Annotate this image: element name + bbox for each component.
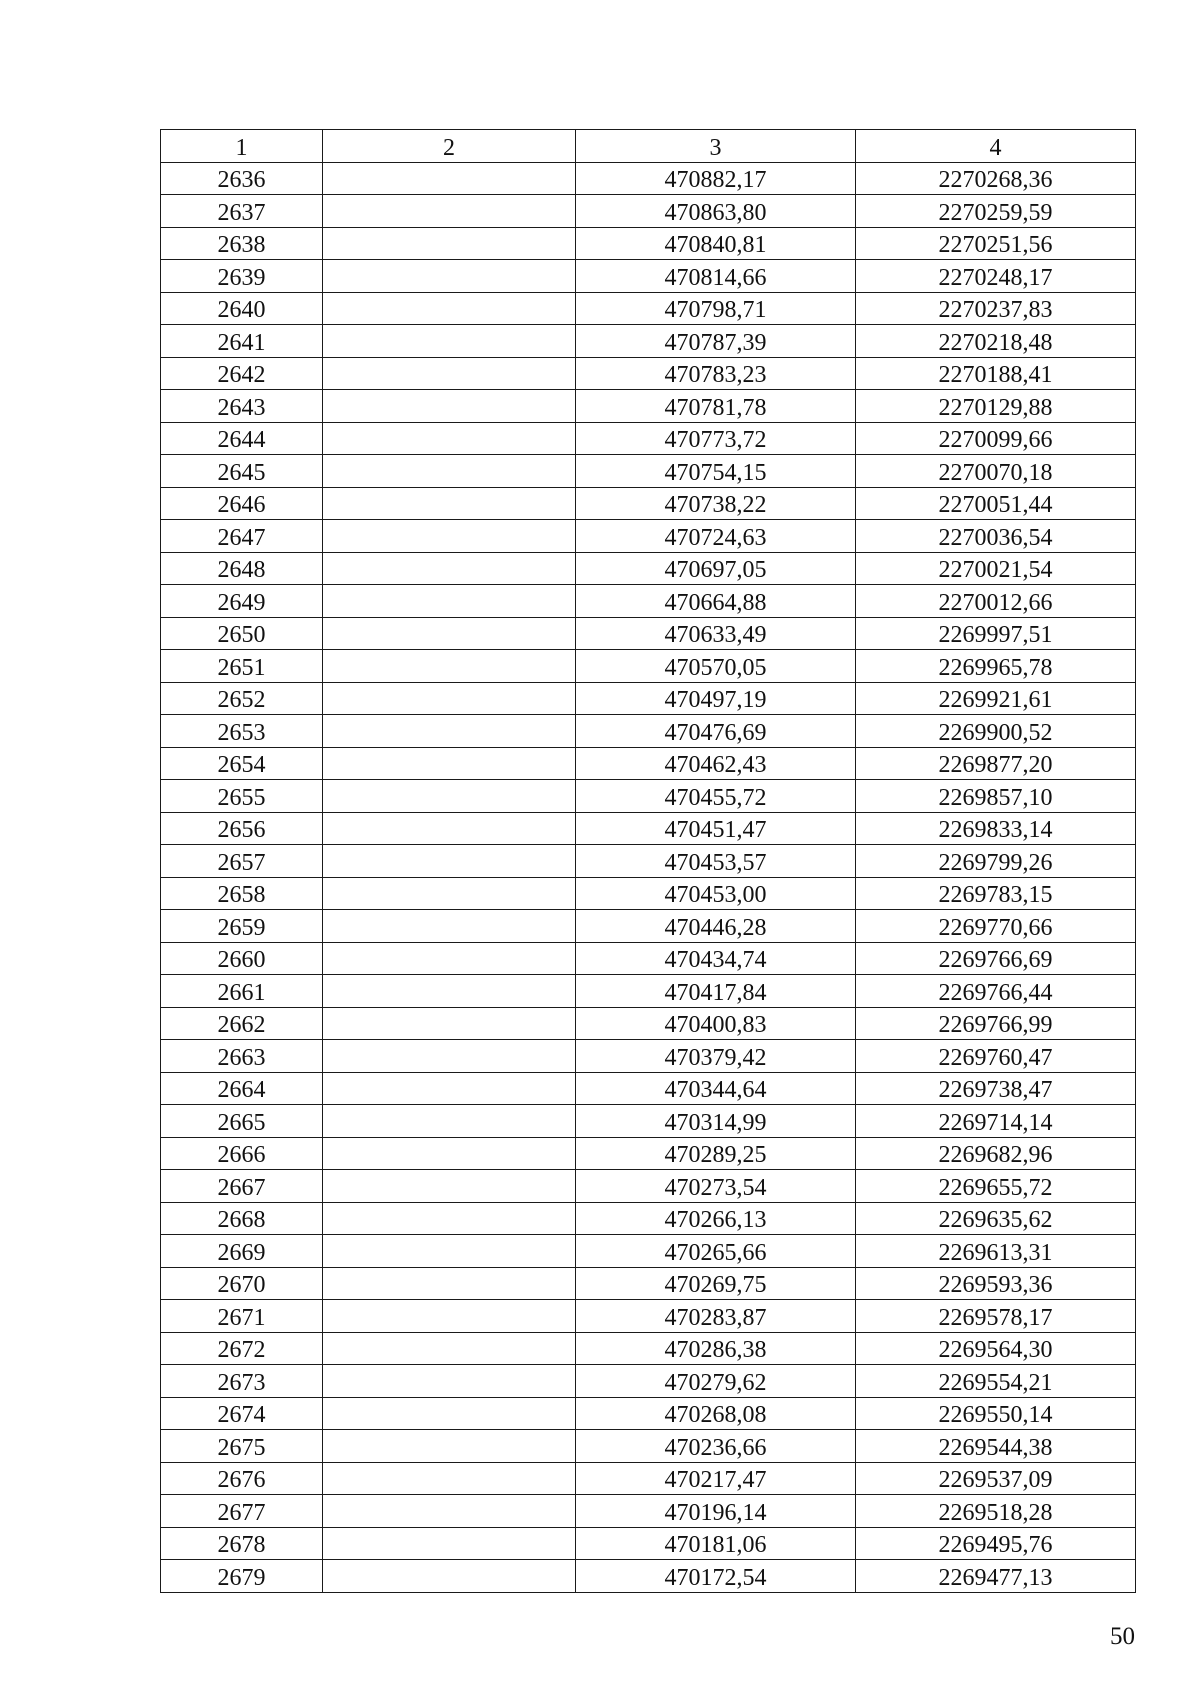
x-coordinate-cell: 470217,47 [576, 1462, 856, 1495]
table-row [161, 552, 1136, 585]
y-coordinate-cell: 2270099,66 [856, 422, 1136, 455]
x-coordinate-cell: 470754,15 [576, 455, 856, 488]
x-coordinate-cell: 470787,39 [576, 325, 856, 358]
description-cell [323, 1397, 576, 1430]
table-row [161, 1300, 1136, 1333]
table-row [161, 1495, 1136, 1528]
y-coordinate-cell: 2269738,47 [856, 1072, 1136, 1105]
description-cell [323, 845, 576, 878]
point-number-cell: 2644 [161, 422, 323, 455]
description-cell [323, 1105, 576, 1138]
x-coordinate-cell: 470633,49 [576, 617, 856, 650]
x-coordinate-cell: 470773,72 [576, 422, 856, 455]
y-coordinate-cell: 2269655,72 [856, 1170, 1136, 1203]
table-row [161, 357, 1136, 390]
table-row [161, 195, 1136, 228]
table-row [161, 325, 1136, 358]
point-number-cell: 2661 [161, 975, 323, 1008]
y-coordinate-cell: 2270248,17 [856, 260, 1136, 293]
x-coordinate-cell: 470434,74 [576, 942, 856, 975]
y-coordinate-cell: 2269564,30 [856, 1332, 1136, 1365]
description-cell [323, 260, 576, 293]
description-cell [323, 325, 576, 358]
point-number-cell: 2675 [161, 1430, 323, 1463]
table-row [161, 162, 1136, 195]
description-cell [323, 1332, 576, 1365]
x-coordinate-cell: 470840,81 [576, 227, 856, 260]
table-row [161, 1137, 1136, 1170]
description-cell [323, 292, 576, 325]
point-number-cell: 2654 [161, 747, 323, 780]
point-number-cell: 2674 [161, 1397, 323, 1430]
table-row [161, 1430, 1136, 1463]
x-coordinate-cell: 470286,38 [576, 1332, 856, 1365]
point-number-cell: 2667 [161, 1170, 323, 1203]
point-number-cell: 2651 [161, 650, 323, 683]
page-number: 50 [1110, 1623, 1135, 1650]
y-coordinate-cell: 2270036,54 [856, 520, 1136, 553]
description-cell [323, 1202, 576, 1235]
y-coordinate-cell: 2269682,96 [856, 1137, 1136, 1170]
y-coordinate-cell: 2269900,52 [856, 715, 1136, 748]
description-cell [323, 1560, 576, 1593]
x-coordinate-cell: 470268,08 [576, 1397, 856, 1430]
point-number-cell: 2679 [161, 1560, 323, 1593]
table-row [161, 455, 1136, 488]
point-number-cell: 2666 [161, 1137, 323, 1170]
y-coordinate-cell: 2269783,15 [856, 877, 1136, 910]
table-row [161, 227, 1136, 260]
x-coordinate-cell: 470783,23 [576, 357, 856, 390]
table-row [161, 1040, 1136, 1073]
table-row [161, 1072, 1136, 1105]
description-cell [323, 195, 576, 228]
table-row [161, 390, 1136, 423]
point-number-cell: 2670 [161, 1267, 323, 1300]
y-coordinate-cell: 2270070,18 [856, 455, 1136, 488]
x-coordinate-cell: 470814,66 [576, 260, 856, 293]
table-row [161, 1202, 1136, 1235]
description-cell [323, 715, 576, 748]
point-number-cell: 2673 [161, 1365, 323, 1398]
x-coordinate-cell: 470236,66 [576, 1430, 856, 1463]
y-coordinate-cell: 2269635,62 [856, 1202, 1136, 1235]
x-coordinate-cell: 470269,75 [576, 1267, 856, 1300]
point-number-cell: 2664 [161, 1072, 323, 1105]
description-cell [323, 650, 576, 683]
description-cell [323, 1430, 576, 1463]
y-coordinate-cell: 2269833,14 [856, 812, 1136, 845]
table-row [161, 1105, 1136, 1138]
x-coordinate-cell: 470697,05 [576, 552, 856, 585]
x-coordinate-cell: 470781,78 [576, 390, 856, 423]
x-coordinate-cell: 470863,80 [576, 195, 856, 228]
description-cell [323, 422, 576, 455]
description-cell [323, 1495, 576, 1528]
description-cell [323, 877, 576, 910]
point-number-cell: 2641 [161, 325, 323, 358]
point-number-cell: 2646 [161, 487, 323, 520]
table-row [161, 942, 1136, 975]
x-coordinate-cell: 470451,47 [576, 812, 856, 845]
x-coordinate-cell: 470344,64 [576, 1072, 856, 1105]
x-coordinate-cell: 470497,19 [576, 682, 856, 715]
table-row [161, 487, 1136, 520]
y-coordinate-cell: 2269799,26 [856, 845, 1136, 878]
point-number-cell: 2676 [161, 1462, 323, 1495]
y-coordinate-cell: 2269544,38 [856, 1430, 1136, 1463]
point-number-cell: 2665 [161, 1105, 323, 1138]
point-number-cell: 2652 [161, 682, 323, 715]
y-coordinate-cell: 2269965,78 [856, 650, 1136, 683]
description-cell [323, 520, 576, 553]
point-number-cell: 2637 [161, 195, 323, 228]
table-row [161, 585, 1136, 618]
x-coordinate-cell: 470664,88 [576, 585, 856, 618]
y-coordinate-cell: 2270268,36 [856, 162, 1136, 195]
x-coordinate-cell: 470738,22 [576, 487, 856, 520]
point-number-cell: 2653 [161, 715, 323, 748]
x-coordinate-cell: 470882,17 [576, 162, 856, 195]
column-header: 1 [161, 130, 323, 163]
y-coordinate-cell: 2269766,69 [856, 942, 1136, 975]
table-row [161, 260, 1136, 293]
y-coordinate-cell: 2269714,14 [856, 1105, 1136, 1138]
point-number-cell: 2642 [161, 357, 323, 390]
description-cell [323, 1137, 576, 1170]
description-cell [323, 975, 576, 1008]
x-coordinate-cell: 470279,62 [576, 1365, 856, 1398]
table-row [161, 715, 1136, 748]
description-cell [323, 390, 576, 423]
point-number-cell: 2650 [161, 617, 323, 650]
x-coordinate-cell: 470273,54 [576, 1170, 856, 1203]
table-row [161, 845, 1136, 878]
description-cell [323, 585, 576, 618]
description-cell [323, 780, 576, 813]
x-coordinate-cell: 470453,57 [576, 845, 856, 878]
x-coordinate-cell: 470196,14 [576, 1495, 856, 1528]
y-coordinate-cell: 2269613,31 [856, 1235, 1136, 1268]
x-coordinate-cell: 470724,63 [576, 520, 856, 553]
table-row [161, 877, 1136, 910]
point-number-cell: 2659 [161, 910, 323, 943]
table-row [161, 910, 1136, 943]
description-cell [323, 1072, 576, 1105]
y-coordinate-cell: 2270251,56 [856, 227, 1136, 260]
point-number-cell: 2671 [161, 1300, 323, 1333]
y-coordinate-cell: 2269760,47 [856, 1040, 1136, 1073]
table-row [161, 1170, 1136, 1203]
description-cell [323, 1462, 576, 1495]
y-coordinate-cell: 2269477,13 [856, 1560, 1136, 1593]
point-number-cell: 2638 [161, 227, 323, 260]
column-header: 3 [576, 130, 856, 163]
description-cell [323, 812, 576, 845]
point-number-cell: 2648 [161, 552, 323, 585]
table-row [161, 1462, 1136, 1495]
table-row [161, 1527, 1136, 1560]
table-body [161, 162, 1136, 1592]
y-coordinate-cell: 2269766,99 [856, 1007, 1136, 1040]
point-number-cell: 2657 [161, 845, 323, 878]
table-row [161, 1560, 1136, 1593]
point-number-cell: 2658 [161, 877, 323, 910]
y-coordinate-cell: 2270188,41 [856, 357, 1136, 390]
table-row [161, 780, 1136, 813]
table-row [161, 1332, 1136, 1365]
point-number-cell: 2643 [161, 390, 323, 423]
y-coordinate-cell: 2270259,59 [856, 195, 1136, 228]
point-number-cell: 2639 [161, 260, 323, 293]
y-coordinate-cell: 2269554,21 [856, 1365, 1136, 1398]
point-number-cell: 2668 [161, 1202, 323, 1235]
y-coordinate-cell: 2270218,48 [856, 325, 1136, 358]
description-cell [323, 487, 576, 520]
table-row [161, 520, 1136, 553]
table-row [161, 650, 1136, 683]
point-number-cell: 2677 [161, 1495, 323, 1528]
y-coordinate-cell: 2269593,36 [856, 1267, 1136, 1300]
table-row [161, 1397, 1136, 1430]
point-number-cell: 2636 [161, 162, 323, 195]
coordinates-table [160, 129, 1136, 1593]
description-cell [323, 942, 576, 975]
table-row [161, 1267, 1136, 1300]
description-cell [323, 1365, 576, 1398]
description-cell [323, 1040, 576, 1073]
table-header-row [161, 130, 1136, 163]
table-row [161, 682, 1136, 715]
x-coordinate-cell: 470462,43 [576, 747, 856, 780]
table-row [161, 812, 1136, 845]
y-coordinate-cell: 2269537,09 [856, 1462, 1136, 1495]
point-number-cell: 2669 [161, 1235, 323, 1268]
point-number-cell: 2647 [161, 520, 323, 553]
y-coordinate-cell: 2269770,66 [856, 910, 1136, 943]
table-row [161, 1365, 1136, 1398]
y-coordinate-cell: 2270012,66 [856, 585, 1136, 618]
point-number-cell: 2660 [161, 942, 323, 975]
point-number-cell: 2662 [161, 1007, 323, 1040]
y-coordinate-cell: 2269997,51 [856, 617, 1136, 650]
x-coordinate-cell: 470283,87 [576, 1300, 856, 1333]
x-coordinate-cell: 470289,25 [576, 1137, 856, 1170]
table-row [161, 1235, 1136, 1268]
description-cell [323, 455, 576, 488]
column-header: 2 [323, 130, 576, 163]
y-coordinate-cell: 2269550,14 [856, 1397, 1136, 1430]
description-cell [323, 1007, 576, 1040]
y-coordinate-cell: 2269766,44 [856, 975, 1136, 1008]
point-number-cell: 2678 [161, 1527, 323, 1560]
description-cell [323, 357, 576, 390]
description-cell [323, 1300, 576, 1333]
column-header: 4 [856, 130, 1136, 163]
point-number-cell: 2655 [161, 780, 323, 813]
description-cell [323, 227, 576, 260]
y-coordinate-cell: 2270051,44 [856, 487, 1136, 520]
y-coordinate-cell: 2270129,88 [856, 390, 1136, 423]
point-number-cell: 2663 [161, 1040, 323, 1073]
x-coordinate-cell: 470455,72 [576, 780, 856, 813]
x-coordinate-cell: 470265,66 [576, 1235, 856, 1268]
y-coordinate-cell: 2270237,83 [856, 292, 1136, 325]
point-number-cell: 2656 [161, 812, 323, 845]
x-coordinate-cell: 470181,06 [576, 1527, 856, 1560]
description-cell [323, 162, 576, 195]
x-coordinate-cell: 470476,69 [576, 715, 856, 748]
x-coordinate-cell: 470172,54 [576, 1560, 856, 1593]
description-cell [323, 552, 576, 585]
x-coordinate-cell: 470314,99 [576, 1105, 856, 1138]
x-coordinate-cell: 470379,42 [576, 1040, 856, 1073]
description-cell [323, 682, 576, 715]
table-row [161, 747, 1136, 780]
y-coordinate-cell: 2269518,28 [856, 1495, 1136, 1528]
y-coordinate-cell: 2269857,10 [856, 780, 1136, 813]
description-cell [323, 617, 576, 650]
table-row [161, 292, 1136, 325]
y-coordinate-cell: 2270021,54 [856, 552, 1136, 585]
x-coordinate-cell: 470453,00 [576, 877, 856, 910]
x-coordinate-cell: 470798,71 [576, 292, 856, 325]
point-number-cell: 2645 [161, 455, 323, 488]
table-row [161, 975, 1136, 1008]
y-coordinate-cell: 2269578,17 [856, 1300, 1136, 1333]
description-cell [323, 910, 576, 943]
x-coordinate-cell: 470417,84 [576, 975, 856, 1008]
description-cell [323, 747, 576, 780]
point-number-cell: 2640 [161, 292, 323, 325]
x-coordinate-cell: 470446,28 [576, 910, 856, 943]
x-coordinate-cell: 470570,05 [576, 650, 856, 683]
x-coordinate-cell: 470266,13 [576, 1202, 856, 1235]
description-cell [323, 1267, 576, 1300]
y-coordinate-cell: 2269921,61 [856, 682, 1136, 715]
table-row [161, 422, 1136, 455]
description-cell [323, 1527, 576, 1560]
x-coordinate-cell: 470400,83 [576, 1007, 856, 1040]
table-row [161, 617, 1136, 650]
y-coordinate-cell: 2269495,76 [856, 1527, 1136, 1560]
point-number-cell: 2649 [161, 585, 323, 618]
point-number-cell: 2672 [161, 1332, 323, 1365]
description-cell [323, 1170, 576, 1203]
y-coordinate-cell: 2269877,20 [856, 747, 1136, 780]
description-cell [323, 1235, 576, 1268]
table-row [161, 1007, 1136, 1040]
